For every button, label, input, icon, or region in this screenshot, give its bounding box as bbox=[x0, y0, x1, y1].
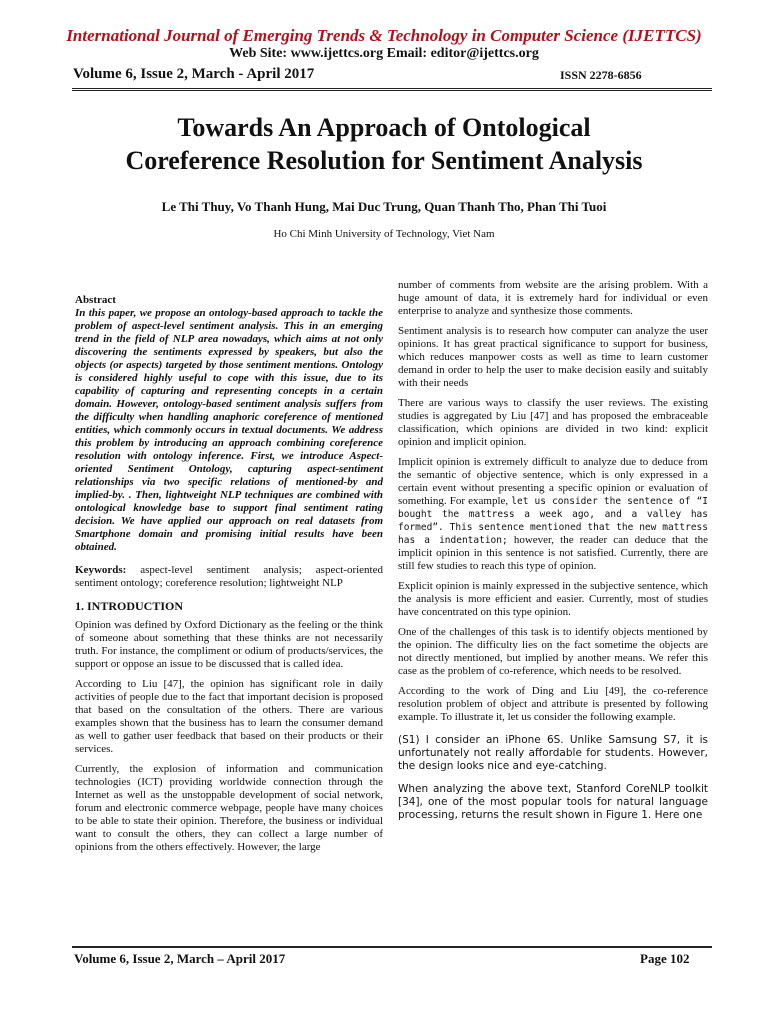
intro-paragraph-2: According to Liu [47], the opinion has significant role in daily activities of people due to the fact that important decision is proposed that based on the consultation of the others. There are various examples shown that the business has to learn the consumer demand as well to gather user feedback that based on their products or their services. bbox=[75, 678, 383, 755]
right-paragraph-5: Explicit opinion is mainly expressed in the subjective sentence, which the analysis is more efficient and easier. Currently, most of studies have concentrated on this type opinion. bbox=[398, 580, 708, 618]
keywords-label: Keywords: bbox=[75, 564, 127, 576]
mattress-example: let us consider the sentence of “I bought the mattress a week ago, and a valley has formed”. This sentence mentioned that the new mattress has a indentation; bbox=[398, 496, 709, 546]
right-paragraph-2: Sentiment analysis is to research how computer can analyze the user opinions. It has great practical significance to support for business, which reduces manpower costs as well as time to learn customer demand in order to help the user to make decision easily and suitably with their needs bbox=[398, 325, 708, 389]
right-column bbox=[398, 279, 708, 829]
right-paragraph-1: number of comments from website are the arising problem. With a huge amount of data, it is extremely hard for individual or even enterprise to analyze and synthesize those comments. bbox=[398, 279, 708, 317]
keywords-text: aspect-level sentiment analysis; aspect-oriented sentiment ontology; coreference resolution; lightweight NLP bbox=[75, 564, 383, 589]
paper-title bbox=[0, 111, 768, 177]
header-issn: ISSN 2278-6856 bbox=[560, 68, 642, 82]
page-number: Page 102 bbox=[640, 951, 690, 966]
intro-paragraph-3: Currently, the explosion of information and communication technologies (ICT) providing worldwide connection through the Internet as well as the unstoppable development of social network, forum and electronic commerce webpage, people have many choices to be able to state their opinion. Therefore, the business or individual want to consult the others, they can collect a large number of opinions from the others effectively. However, the large bbox=[75, 763, 383, 853]
paper-authors: Le Thi Thuy, Vo Thanh Hung, Mai Duc Trung, Quan Thanh Tho, Phan Thi Tuoi bbox=[161, 199, 607, 214]
journal-website: Web Site: www.ijettcs.org Email: editor@ijettcs.org bbox=[229, 46, 539, 61]
right-paragraph-4 bbox=[398, 456, 708, 573]
footer-volume: Volume 6, Issue 2, March – April 2017 bbox=[74, 951, 286, 966]
header-rule bbox=[72, 88, 712, 91]
right-paragraph-6: One of the challenges of this task is to identify objects mentioned by the opinion. The difficulty lies on the fact sometime the objects are not directly mentioned, but implied by another means. We refer this case as the problem of co-reference, which needs to be resolved. bbox=[398, 626, 708, 677]
example-s1: (S1) I consider an iPhone 6S. Unlike Samsung S7, it is unfortunately not really affordable for students. However, the design looks nice and eye-catching. bbox=[398, 734, 708, 772]
implicit-opinion-text-end: however, the reader can deduce that the implicit opinion in this sentence is not satisfied. Currently, there are still few studies to reach this type of opinion. bbox=[398, 534, 709, 572]
left-column bbox=[75, 294, 383, 861]
right-paragraph-7: According to the work of Ding and Liu [49], the co-reference resolution problem of object and attribute is presented by following example. To illustrate it, let us consider the following example. bbox=[398, 685, 708, 723]
footer-rule bbox=[72, 946, 712, 948]
header-volume: Volume 6, Issue 2, March - April 2017 bbox=[73, 66, 315, 82]
journal-name: International Journal of Emerging Trends & Technology in Computer Science (IJETTCS) bbox=[66, 26, 702, 45]
right-paragraph-3: There are various ways to classify the user reviews. The existing studies is aggregated by Liu [47] and has proposed the embraceable classification, which opinions are divided in two kind: explicit opinion and implicit opinion. bbox=[398, 397, 708, 448]
right-paragraph-8: When analyzing the above text, Stanford CoreNLP toolkit [34], one of the most popular tools for natural language processing, returns the result shown in Figure 1. Here one bbox=[398, 783, 708, 821]
paper-affiliation: Ho Chi Minh University of Technology, Viet Nam bbox=[273, 228, 495, 240]
keywords bbox=[75, 564, 383, 590]
abstract-text: In this paper, we propose an ontology-based approach to tackle the problem of aspect-level sentiment analysis. This in an emerging trend in the field of NLP area nowadays, which aims at not only discovering the sentiments expressed by speakers, but also the objects (or aspects) targeted by those sentiment mentions. Ontology is considered highly useful to cope with this issue, due to its capability of capturing and representing concepts in a certain domain. However, ontology-based sentiment analysis suffers from the difficulty when handling anaphoric coreference of mentioned entities, which commonly occurs in textual documents. We address this problem by introducing an approach combining coreference resolution with ontology inference. First, we introduce Aspect-oriented Sentiment Ontology, capturing aspect-sentiment relationships via two specific relations of mentioned-by and implied-by. . Then, lightweight NLP techniques are combined with ontological knowledge base to support final sentiment rating decision. We have applied our approach on real datasets from Smartphone domain and promising initial results have been obtained. bbox=[75, 307, 383, 553]
title-line-1: Towards An Approach of Ontological bbox=[177, 113, 591, 142]
implicit-opinion-text: Implicit opinion is extremely difficult to analyze due to deduce from the semantic of objective sentence, which is only expressed in a certain event without presenting a specific opinion or evaluation of something. For example, bbox=[398, 456, 708, 507]
intro-paragraph-1: Opinion was defined by Oxford Dictionary as the feeling or the think of someone about something that these thinks are not necessarily truth. For instance, the compliment or odium of products/services, the support or oppose an issue to be discussed that is called idea. bbox=[75, 619, 383, 670]
title-line-2: Coreference Resolution for Sentiment Analysis bbox=[125, 146, 643, 175]
section-heading-introduction: 1. INTRODUCTION bbox=[75, 599, 184, 613]
abstract-heading: Abstract bbox=[75, 294, 116, 306]
